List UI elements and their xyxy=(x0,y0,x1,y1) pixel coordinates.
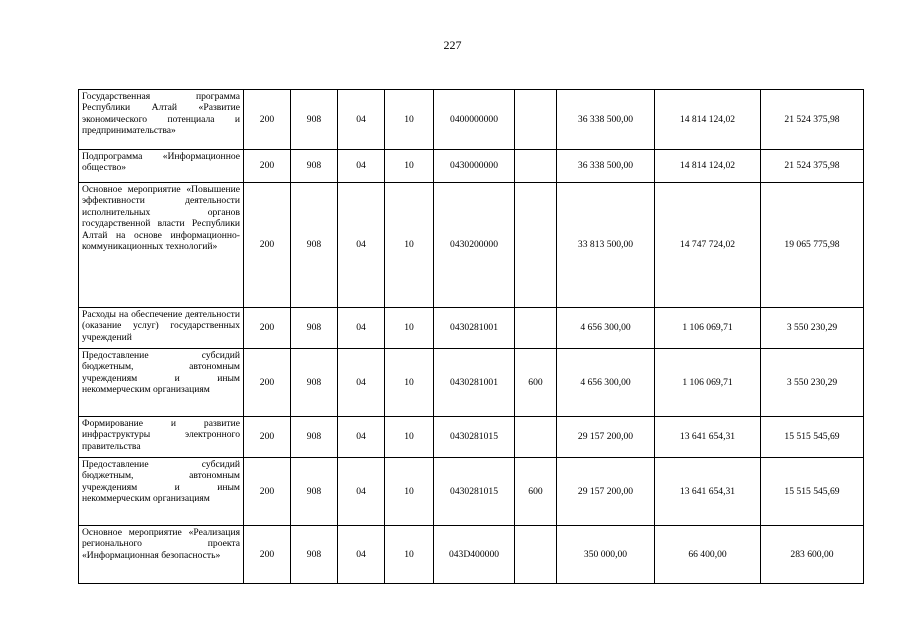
sum-remaining-cell: 15 515 545,69 xyxy=(761,458,864,526)
code-admin-cell: 200 xyxy=(244,308,291,349)
table-row xyxy=(79,183,864,308)
sum-approved-cell: 29 157 200,00 xyxy=(557,417,655,458)
budget-table-body xyxy=(79,90,864,584)
sum-approved-cell: 36 338 500,00 xyxy=(557,150,655,183)
sum-approved-cell: 4 656 300,00 xyxy=(557,308,655,349)
code-gr-cell: 908 xyxy=(291,526,338,584)
code-target-cell: 0400000000 xyxy=(434,90,515,150)
code-admin-cell: 200 xyxy=(244,349,291,417)
sum-executed-cell: 1 106 069,71 xyxy=(655,349,761,417)
code-subsection-cell: 10 xyxy=(385,308,434,349)
code-gr-cell: 908 xyxy=(291,308,338,349)
sum-remaining-cell: 19 065 775,98 xyxy=(761,183,864,308)
code-expense-type-cell: 600 xyxy=(515,458,557,526)
sum-approved-cell: 33 813 500,00 xyxy=(557,183,655,308)
table-row xyxy=(79,308,864,349)
row-name-cell: Государственная программа Республики Алтай «Развитие экономического потенциала и предпринимательства» xyxy=(79,90,244,150)
sum-executed-cell: 1 106 069,71 xyxy=(655,308,761,349)
budget-table xyxy=(78,89,864,584)
code-gr-cell: 908 xyxy=(291,458,338,526)
sum-approved-cell: 36 338 500,00 xyxy=(557,90,655,150)
code-target-cell: 0430000000 xyxy=(434,150,515,183)
sum-remaining-cell: 3 550 230,29 xyxy=(761,349,864,417)
sum-remaining-cell: 15 515 545,69 xyxy=(761,417,864,458)
sum-remaining-cell: 21 524 375,98 xyxy=(761,150,864,183)
row-name-cell: Предоставление субсидий бюджетным, автономным учреждениям и иным некоммерческим организациям xyxy=(79,458,244,526)
code-section-cell: 04 xyxy=(338,183,385,308)
table-row xyxy=(79,526,864,584)
sum-executed-cell: 14 747 724,02 xyxy=(655,183,761,308)
code-expense-type-cell xyxy=(515,526,557,584)
code-target-cell: 043D400000 xyxy=(434,526,515,584)
sum-executed-cell: 13 641 654,31 xyxy=(655,458,761,526)
sum-remaining-cell: 3 550 230,29 xyxy=(761,308,864,349)
code-expense-type-cell xyxy=(515,150,557,183)
table-row xyxy=(79,150,864,183)
code-admin-cell: 200 xyxy=(244,526,291,584)
row-name-cell: Расходы на обеспечение деятельности (оказание услуг) государственных учреждений xyxy=(79,308,244,349)
code-target-cell: 0430281015 xyxy=(434,417,515,458)
code-expense-type-cell xyxy=(515,90,557,150)
sum-remaining-cell: 283 600,00 xyxy=(761,526,864,584)
code-subsection-cell: 10 xyxy=(385,90,434,150)
code-section-cell: 04 xyxy=(338,90,385,150)
code-target-cell: 0430281001 xyxy=(434,349,515,417)
sum-executed-cell: 14 814 124,02 xyxy=(655,90,761,150)
sum-executed-cell: 66 400,00 xyxy=(655,526,761,584)
code-subsection-cell: 10 xyxy=(385,417,434,458)
code-expense-type-cell xyxy=(515,183,557,308)
sum-approved-cell: 29 157 200,00 xyxy=(557,458,655,526)
code-section-cell: 04 xyxy=(338,458,385,526)
code-section-cell: 04 xyxy=(338,349,385,417)
code-section-cell: 04 xyxy=(338,417,385,458)
row-name-cell: Подпрограмма «Информационное общество» xyxy=(79,150,244,183)
code-gr-cell: 908 xyxy=(291,349,338,417)
code-subsection-cell: 10 xyxy=(385,458,434,526)
table-row xyxy=(79,349,864,417)
code-target-cell: 0430281015 xyxy=(434,458,515,526)
code-section-cell: 04 xyxy=(338,150,385,183)
code-subsection-cell: 10 xyxy=(385,150,434,183)
sum-executed-cell: 13 641 654,31 xyxy=(655,417,761,458)
code-admin-cell: 200 xyxy=(244,458,291,526)
code-section-cell: 04 xyxy=(338,526,385,584)
code-section-cell: 04 xyxy=(338,308,385,349)
code-subsection-cell: 10 xyxy=(385,349,434,417)
table-row xyxy=(79,90,864,150)
row-name-cell: Формирование и развитие инфраструктуры электронного правительства xyxy=(79,417,244,458)
code-expense-type-cell xyxy=(515,417,557,458)
code-expense-type-cell xyxy=(515,308,557,349)
table-row xyxy=(79,417,864,458)
code-gr-cell: 908 xyxy=(291,90,338,150)
code-expense-type-cell: 600 xyxy=(515,349,557,417)
code-admin-cell: 200 xyxy=(244,183,291,308)
sum-approved-cell: 4 656 300,00 xyxy=(557,349,655,417)
code-gr-cell: 908 xyxy=(291,417,338,458)
row-name-cell: Основное мероприятие «Повышение эффективности деятельности исполнительных органов государственной власти Республики Алтай на основе информационно-коммуникационных технологий» xyxy=(79,183,244,308)
code-admin-cell: 200 xyxy=(244,150,291,183)
sum-executed-cell: 14 814 124,02 xyxy=(655,150,761,183)
code-subsection-cell: 10 xyxy=(385,183,434,308)
table-row xyxy=(79,458,864,526)
row-name-cell: Основное мероприятие «Реализация регионального проекта «Информационная безопасность» xyxy=(79,526,244,584)
row-name-cell: Предоставление субсидий бюджетным, автономным учреждениям и иным некоммерческим организациям xyxy=(79,349,244,417)
code-subsection-cell: 10 xyxy=(385,526,434,584)
sum-approved-cell: 350 000,00 xyxy=(557,526,655,584)
code-admin-cell: 200 xyxy=(244,417,291,458)
code-target-cell: 0430281001 xyxy=(434,308,515,349)
page-number: 227 xyxy=(443,38,462,52)
code-gr-cell: 908 xyxy=(291,183,338,308)
code-admin-cell: 200 xyxy=(244,90,291,150)
code-target-cell: 0430200000 xyxy=(434,183,515,308)
sum-remaining-cell: 21 524 375,98 xyxy=(761,90,864,150)
code-gr-cell: 908 xyxy=(291,150,338,183)
